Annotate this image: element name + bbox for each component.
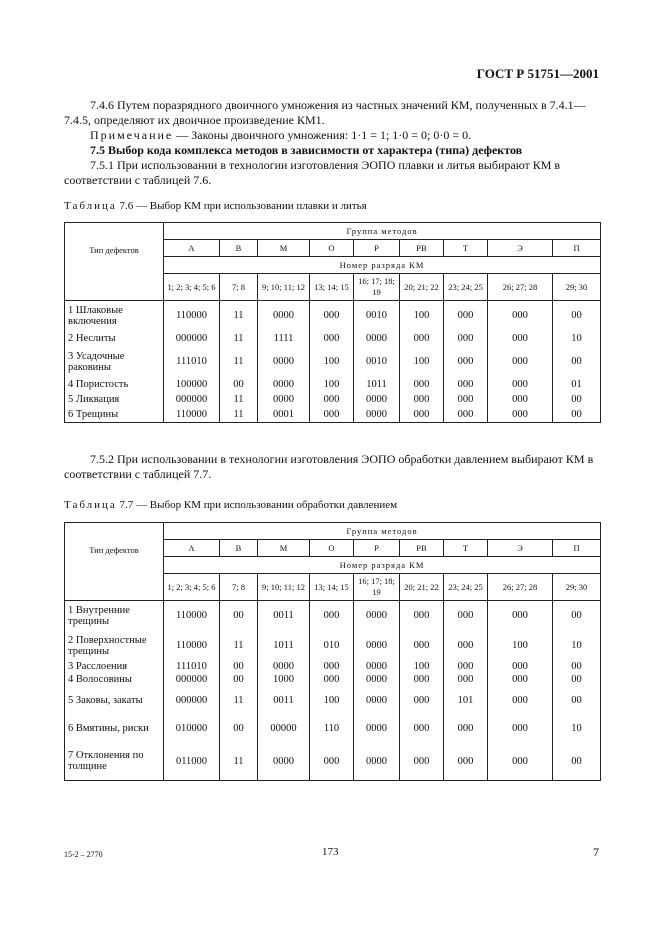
defect-type: 5 Заковы, закаты: [65, 687, 164, 715]
digit-number: 20; 21; 22: [400, 274, 444, 301]
code-value: 1111: [258, 331, 310, 347]
group-letter: O: [310, 540, 354, 557]
defect-type: 7 Отклонения по толщине: [65, 743, 164, 781]
code-value: 000: [488, 715, 553, 743]
code-value: 0000: [354, 661, 400, 673]
code-value: 0011: [258, 687, 310, 715]
code-value: 000: [400, 392, 444, 407]
code-value: 000: [488, 661, 553, 673]
code-value: 100: [310, 687, 354, 715]
group-letter: П: [553, 540, 601, 557]
code-value: 010000: [164, 715, 220, 743]
code-value: 011000: [164, 743, 220, 781]
group-letter: П: [553, 240, 601, 257]
table-row: [65, 377, 601, 392]
code-value: 101: [444, 687, 488, 715]
code-value: 00: [553, 673, 601, 687]
code-value: 0000: [354, 631, 400, 661]
code-value: 000: [444, 331, 488, 347]
code-value: 0000: [258, 661, 310, 673]
code-value: 000: [400, 687, 444, 715]
code-value: 11: [220, 687, 258, 715]
code-value: 000: [310, 601, 354, 631]
code-value: 010: [310, 631, 354, 661]
digit-number: 29; 30: [553, 574, 601, 601]
table-word: Таблица: [64, 200, 117, 212]
code-value: 0000: [258, 392, 310, 407]
code-value: 00: [220, 377, 258, 392]
document-header: ГОСТ Р 51751—2001: [476, 66, 599, 81]
code-value: 110000: [164, 407, 220, 423]
digit-number: 9; 10; 11; 12: [258, 574, 310, 601]
code-value: 000: [400, 601, 444, 631]
table-row: [65, 661, 601, 673]
code-value: 000000: [164, 392, 220, 407]
type-header: Тип дефектов: [65, 523, 164, 601]
code-value: 000: [444, 715, 488, 743]
code-value: 000: [444, 661, 488, 673]
table-7-6-caption: [64, 200, 367, 212]
paragraph-7-4-6: 7.4.6 Путем поразрядного двоичного умножения из частных значений КМ, полученных в 7.4.1—7.4.5, определяют их двоичное произведение КМ1.: [64, 98, 586, 127]
group-letter: T: [444, 540, 488, 557]
code-value: 110000: [164, 601, 220, 631]
code-value: 000: [400, 715, 444, 743]
table-row: [65, 407, 601, 423]
code-value: 000: [310, 407, 354, 423]
code-value: 000: [488, 331, 553, 347]
code-value: 000: [310, 661, 354, 673]
code-value: 000: [444, 392, 488, 407]
code-value: 110000: [164, 301, 220, 331]
code-value: 0000: [258, 301, 310, 331]
code-value: 00: [553, 392, 601, 407]
defect-type: 4 Волосовины: [65, 673, 164, 687]
group-letter: Э: [488, 540, 553, 557]
code-value: 000000: [164, 331, 220, 347]
code-value: 1011: [258, 631, 310, 661]
table-7-7-caption: [64, 499, 397, 511]
code-value: 000: [488, 687, 553, 715]
type-header: Тип дефектов: [65, 223, 164, 301]
code-value: 000: [444, 301, 488, 331]
table-row: [65, 673, 601, 687]
group-letter: Э: [488, 240, 553, 257]
code-value: 0000: [354, 743, 400, 781]
defect-type: 6 Трещины: [65, 407, 164, 423]
code-value: 01: [553, 377, 601, 392]
digit-number: 20; 21; 22: [400, 574, 444, 601]
code-value: 0000: [258, 347, 310, 377]
code-value: 100: [400, 347, 444, 377]
code-value: 000: [444, 377, 488, 392]
defect-type: 5 Ликвация: [65, 392, 164, 407]
code-value: 000: [488, 407, 553, 423]
note-text: — Законы двоичного умножения: 1·1 = 1; 1·0 = 0; 0·0 = 0.: [173, 128, 472, 142]
group-letter: O: [310, 240, 354, 257]
digit-number: 1; 2; 3; 4; 5; 6: [164, 574, 220, 601]
code-value: 111010: [164, 347, 220, 377]
defect-type: 1 Внутренние трещины: [65, 601, 164, 631]
digit-header: Номер разряда КМ: [164, 257, 601, 274]
group-letter: B: [220, 540, 258, 557]
code-value: 000: [310, 743, 354, 781]
code-value: 000: [488, 347, 553, 377]
code-value: 00: [553, 601, 601, 631]
digit-header: Номер разряда КМ: [164, 557, 601, 574]
table-row: [65, 331, 601, 347]
code-value: 10: [553, 715, 601, 743]
code-value: 0000: [258, 743, 310, 781]
code-value: 100: [400, 661, 444, 673]
code-value: 000: [488, 377, 553, 392]
digit-number: 26; 27; 28: [488, 274, 553, 301]
digit-number: 26; 27; 28: [488, 574, 553, 601]
defect-type: 3 Расслоения: [65, 661, 164, 673]
digit-number: 16; 17; 18; 19: [354, 274, 400, 301]
header-row: [65, 223, 601, 240]
defect-type: 2 Неслиты: [65, 331, 164, 347]
digit-number: 7; 8: [220, 574, 258, 601]
code-value: 000: [400, 377, 444, 392]
code-value: 000: [488, 601, 553, 631]
digit-number: 9; 10; 11; 12: [258, 274, 310, 301]
defect-type: 1 Шлаковые включения: [65, 301, 164, 331]
code-value: 1000: [258, 673, 310, 687]
code-value: 11: [220, 743, 258, 781]
code-value: 11: [220, 331, 258, 347]
code-value: 1011: [354, 377, 400, 392]
digit-number: 29; 30: [553, 274, 601, 301]
code-value: 00: [220, 715, 258, 743]
table-row: [65, 392, 601, 407]
digit-number: 13; 14; 15: [310, 574, 354, 601]
group-letter: B: [220, 240, 258, 257]
code-value: 00: [553, 407, 601, 423]
heading-7-5: 7.5 Выбор кода комплекса методов в зависимости от характера (типа) дефектов: [90, 143, 523, 157]
paragraph-7-5-2: 7.5.2 При использовании в технологии изготовления ЭОПО обработки давлением выбирают КМ в соответствии с таблицей 7.7.: [64, 452, 594, 481]
group-letter: M: [258, 240, 310, 257]
table-row: [65, 631, 601, 661]
table-row: [65, 687, 601, 715]
table-row: [65, 347, 601, 377]
group-letter: PB: [400, 240, 444, 257]
digit-number: 23; 24; 25: [444, 574, 488, 601]
group-letter: M: [258, 540, 310, 557]
code-value: 100: [310, 347, 354, 377]
table-7-6-caption-text: 7.6 — Выбор КМ при использовании плавки и литья: [116, 200, 367, 212]
code-value: 0000: [354, 687, 400, 715]
code-value: 11: [220, 392, 258, 407]
code-value: 000000: [164, 687, 220, 715]
code-value: 0000: [354, 715, 400, 743]
code-value: 0010: [354, 347, 400, 377]
code-value: 000: [310, 331, 354, 347]
group-letter: T: [444, 240, 488, 257]
code-value: 00: [553, 743, 601, 781]
code-value: 0000: [354, 673, 400, 687]
code-value: 000: [444, 631, 488, 661]
header-row: [65, 523, 601, 540]
code-value: 00: [220, 673, 258, 687]
group-letter: P: [354, 240, 400, 257]
table-7-7: [64, 522, 601, 781]
table-word: Таблица: [64, 499, 117, 511]
group-letter: A: [164, 240, 220, 257]
code-value: 110000: [164, 631, 220, 661]
code-value: 000: [400, 631, 444, 661]
code-value: 000: [488, 743, 553, 781]
code-value: 0011: [258, 601, 310, 631]
code-value: 000000: [164, 673, 220, 687]
code-value: 000: [488, 392, 553, 407]
footer-print-code: 15-2 – 2770: [64, 850, 103, 859]
code-value: 000: [400, 743, 444, 781]
digit-number: 1; 2; 3; 4; 5; 6: [164, 274, 220, 301]
defect-type: 2 Поверхностные трещины: [65, 631, 164, 661]
table-7-7-caption-text: 7.7 — Выбор КМ при использовании обработки давлением: [116, 499, 398, 511]
group-letter: A: [164, 540, 220, 557]
code-value: 0000: [354, 392, 400, 407]
digit-number: 23; 24; 25: [444, 274, 488, 301]
code-value: 100: [310, 377, 354, 392]
note: [64, 128, 600, 143]
code-value: 111010: [164, 661, 220, 673]
defect-type: 6 Вмятины, риски: [65, 715, 164, 743]
table-7-6: [64, 222, 601, 423]
code-value: 11: [220, 347, 258, 377]
group-letter: PB: [400, 540, 444, 557]
group-letter: P: [354, 540, 400, 557]
code-value: 0001: [258, 407, 310, 423]
defect-type: 4 Пористость: [65, 377, 164, 392]
code-value: 000: [444, 347, 488, 377]
code-value: 10: [553, 331, 601, 347]
code-value: 000: [310, 392, 354, 407]
group-header: Группа методов: [164, 223, 601, 240]
paragraph-7-5-1: 7.5.1 При использовании в технологии изготовления ЭОПО плавки и литья выбирают КМ в соответствии с таблицей 7.6.: [64, 158, 561, 187]
digit-number: 13; 14; 15: [310, 274, 354, 301]
table-row: [65, 715, 601, 743]
code-value: 110: [310, 715, 354, 743]
code-value: 000: [488, 301, 553, 331]
code-value: 0000: [354, 331, 400, 347]
code-value: 100: [400, 301, 444, 331]
code-value: 000: [310, 301, 354, 331]
code-value: 000: [488, 673, 553, 687]
code-value: 11: [220, 631, 258, 661]
defect-type: 3 Усадочные раковины: [65, 347, 164, 377]
code-value: 00: [553, 687, 601, 715]
footer-sheet-number: 7: [593, 845, 599, 859]
code-value: 00: [553, 661, 601, 673]
digit-number: 7; 8: [220, 274, 258, 301]
note-label: Примечание: [90, 128, 174, 142]
code-value: 10: [553, 631, 601, 661]
code-value: 100000: [164, 377, 220, 392]
code-value: 000: [400, 673, 444, 687]
code-value: 000: [444, 601, 488, 631]
code-value: 000: [400, 407, 444, 423]
code-value: 0000: [354, 601, 400, 631]
code-value: 000: [310, 673, 354, 687]
code-value: 00: [553, 347, 601, 377]
code-value: 00000: [258, 715, 310, 743]
table-row: [65, 743, 601, 781]
code-value: 100: [488, 631, 553, 661]
code-value: 0000: [258, 377, 310, 392]
footer-page-number: 173: [322, 846, 339, 858]
table-row: [65, 301, 601, 331]
code-value: 0010: [354, 301, 400, 331]
code-value: 00: [553, 301, 601, 331]
code-value: 000: [444, 743, 488, 781]
table-row: [65, 601, 601, 631]
code-value: 0000: [354, 407, 400, 423]
code-value: 000: [444, 407, 488, 423]
code-value: 00: [220, 661, 258, 673]
code-value: 000: [400, 331, 444, 347]
code-value: 11: [220, 407, 258, 423]
code-value: 11: [220, 301, 258, 331]
code-value: 000: [444, 673, 488, 687]
group-header: Группа методов: [164, 523, 601, 540]
code-value: 00: [220, 601, 258, 631]
digit-number: 16; 17; 18; 19: [354, 574, 400, 601]
